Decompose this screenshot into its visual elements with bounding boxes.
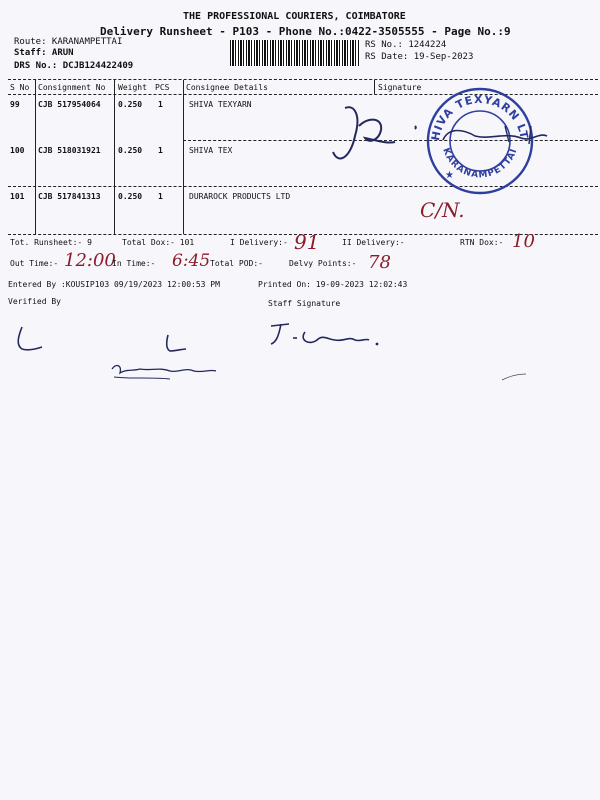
staff-signature [265, 318, 395, 358]
rs-number: RS No.: 1244224 [365, 40, 447, 50]
col-header-consignment: Consignment No [38, 83, 106, 92]
barcode [230, 40, 360, 66]
row-sno: 101 [10, 192, 25, 201]
rtn-dox-label: RTN Dox:- [460, 238, 504, 247]
company-name: THE PROFESSIONAL COURIERS, COIMBATORE [183, 11, 406, 22]
row-consignee: SHIVA TEX [189, 146, 233, 155]
col-sep [35, 80, 36, 234]
col-header-weight: Weight [118, 83, 147, 92]
in-time-label: In Time:- [112, 259, 156, 268]
rtn-dox-value: 10 [512, 231, 535, 252]
row-consignment: CJB 517954064 [38, 100, 101, 109]
stamp-text-top: SHIVA TEXYARN LTD [419, 76, 531, 142]
total-dox: Total Dox:- 101 [122, 238, 195, 247]
staff-label: Staff: ARUN [14, 48, 74, 58]
staff-signature-label: Staff Signature [268, 299, 341, 308]
i-delivery-label: I Delivery:- [230, 238, 288, 247]
stamp-star: ★ [445, 170, 454, 181]
runsheet-title: Delivery Runsheet - P103 - Phone No.:0422-3505555 - Page No.:9 [100, 25, 511, 38]
col-sep [114, 80, 115, 234]
cin-handwriting: C/N. [420, 198, 465, 222]
tot-runsheet: Tot. Runsheet:- 9 [10, 238, 92, 247]
verifier-signature [10, 325, 250, 395]
col-header-pcs: PCS [155, 83, 170, 92]
in-time-value: 6:45 [172, 251, 211, 271]
table-top-rule [8, 79, 598, 80]
col-header-sno: S No [10, 83, 30, 92]
receiver-signature [325, 96, 565, 186]
col-header-signature: Signature [378, 83, 422, 92]
verified-by-label: Verified By [8, 297, 61, 306]
row-consignment: CJB 517841313 [38, 192, 101, 201]
route-label: Route: KARANAMPETTAI [14, 37, 123, 47]
row-sno: 100 [10, 146, 25, 155]
row-weight: 0.250 [118, 100, 143, 109]
drs-number: DRS No.: DCJB124422409 [14, 61, 134, 71]
row-weight: 0.250 [118, 146, 143, 155]
printed-on: Printed On: 19-09-2023 12:02:43 [258, 280, 408, 289]
stamp-text-bottom: KARANAMPETTAI [440, 146, 520, 181]
row-consignment: CJB 518031921 [38, 146, 101, 155]
total-pod-label: Total POD:- [210, 259, 263, 268]
stray-ink-mark [500, 372, 530, 382]
out-time-value: 12:00 [64, 250, 116, 271]
delvy-points-label: Delvy Points:- [289, 259, 357, 268]
rs-date: RS Date: 19-Sep-2023 [365, 52, 474, 62]
row-consignee: DURAROCK PRODUCTS LTD [189, 192, 291, 201]
col-header-consignee: Consignee Details [186, 83, 268, 92]
entered-by: Entered By :KOUSIP103 09/19/2023 12:00:53 PM [8, 280, 220, 289]
col-sep [183, 80, 184, 234]
i-delivery-value: 91 [294, 230, 320, 254]
row-weight: 0.250 [118, 192, 143, 201]
row-pcs: 1 [158, 192, 163, 201]
row-consignee: SHIVA TEXYARN [189, 100, 252, 109]
out-time-label: Out Time:- [10, 259, 59, 268]
row-sno: 99 [10, 100, 20, 109]
row-pcs: 1 [158, 146, 163, 155]
col-sep [374, 80, 375, 94]
ii-delivery-label: II Delivery:- [342, 238, 405, 247]
row-pcs: 1 [158, 100, 163, 109]
delvy-points-value: 78 [368, 252, 391, 273]
